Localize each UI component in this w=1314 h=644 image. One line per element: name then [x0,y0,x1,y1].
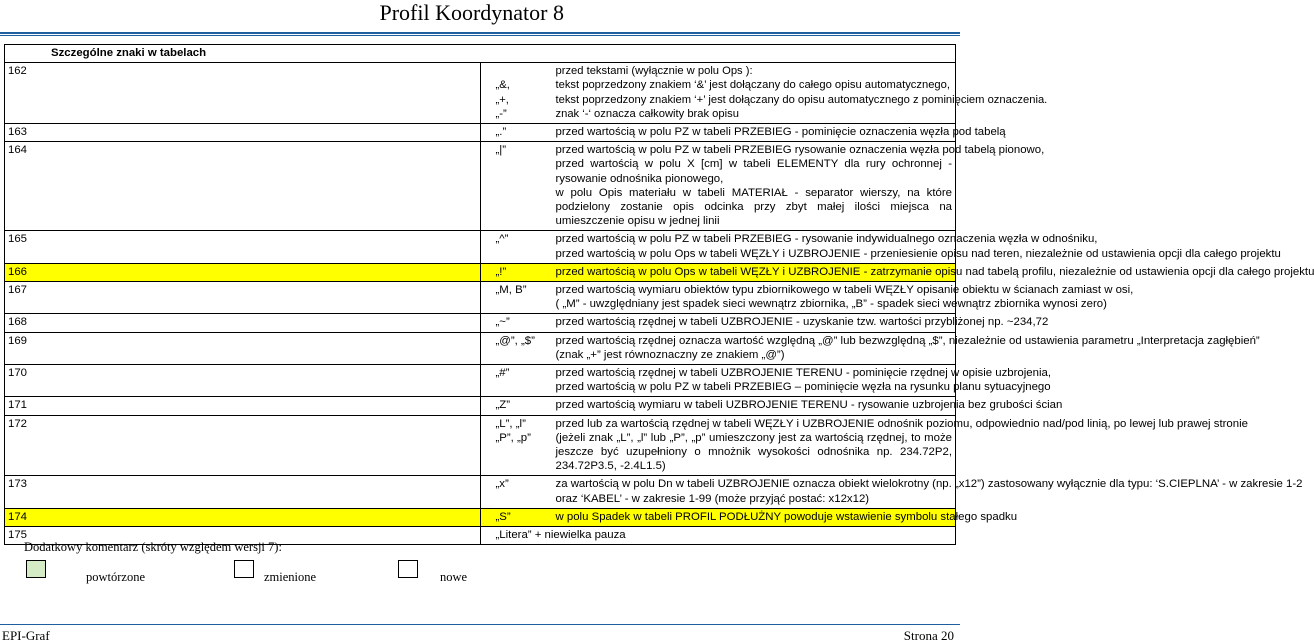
row-symbol: „.” [495,126,507,139]
row-symbol: „Z” [495,399,511,412]
row-text: przed wartością w polu X [cm] w tabeli ELEMENTY dla rury ochronnej - rysowanie odnośnika pionowego, [555,158,952,185]
table-row-highlighted [5,508,956,526]
table-row [5,476,956,508]
row-content [480,397,1063,415]
row-number: 162 [5,63,481,124]
row-symbol: „+, [495,93,509,106]
row-text: w polu Spadek w tabeli PROFIL PODŁUŻNY powoduje wstawienie symbolu stałego spadku [555,510,1018,523]
row-symbol: „-” [495,107,507,120]
table-row [5,332,956,364]
row-text: znak ‘-‘ oznacza całkowity brak opisu [555,107,739,120]
legend-swatch-new [398,560,418,578]
row-number: 164 [5,142,481,231]
row-content [480,508,1018,526]
row-text: przed wartością rzędnej w tabeli UZBROJENIE - uzyskanie tzw. wartości przybliżonej np. ~234,72 [555,316,1049,329]
row-symbol: „@”, „$” [495,334,535,347]
row-content [480,415,1248,476]
footer-company: EPI-Graf [2,628,50,643]
special-signs-table [4,44,1314,545]
footer-page-number: Strona 20 [903,628,954,643]
row-content [480,332,1260,364]
row-content [480,476,1303,508]
row-text: „Litera” + niewielka pauza [495,529,626,542]
row-number: 168 [5,314,481,332]
table-row [5,282,956,314]
row-text: tekst poprzedzony znakiem ‘+’ jest dołączany do opisu automatycznego z pominięciem oznaczenia. [555,93,1048,106]
row-symbol: „#” [495,367,510,380]
row-text: oraz ‘KABEL’ - w zakresie 1-99 (może przyjąć postać: x12x12) [555,492,870,505]
row-content [480,231,1281,263]
row-symbol: „x” [495,478,509,491]
table-row [5,63,956,124]
table-row [5,397,956,415]
table-row [5,365,956,397]
table-row [5,142,956,231]
row-text: (jeżeli znak „L”, „l” lub „P”, „p” umieszczony jest za wartością rzędnej, to może jeszcze być uzupełniony o mnożnik wysokości odnośnika np. 234.72P2, 234.72P3.5, -2.4L1.5) [555,431,952,473]
row-text: przed lub za wartością rzędnej w tabeli WĘZŁY i UZBROJENIE odnośnik poziomu, odpowiednio nad/pod linią, po lewej lub prawej stronie [555,417,1248,430]
footer-rule [0,624,960,625]
row-symbol: „|” [495,144,507,157]
page-title: Profil Koordynator 8 [379,0,564,25]
row-content [480,124,1006,142]
footnote: Dodatkowy komentarz (skróty względem wersji 7): [24,540,282,554]
row-number: 175 [5,527,481,545]
row-number: 171 [5,397,481,415]
row-number: 169 [5,332,481,364]
row-symbol: „P”, „p” [495,431,531,444]
row-text: ( „M” - uwzględniany jest spadek sieci wewnątrz zbiornika, „B” - spadek sieci wewnątrz zbiornika wynosi zero) [555,298,1107,311]
row-symbol: „L”, „l” [495,417,526,430]
row-content [480,142,1045,231]
row-number: 166 [5,263,481,281]
row-content [480,63,1048,124]
row-content [480,365,1051,397]
row-symbol: „M, B” [495,284,527,297]
legend-swatch-changed [234,560,254,578]
legend-label-changed: zmienione [264,570,317,584]
row-number: 163 [5,124,481,142]
row-symbol: „S” [495,510,511,523]
row-text: w polu Opis materiału w tabeli MATERIAŁ - separator wierszy, na które podzielony zostanie opis odcinka przy zbyt małej ilości miejsca na umieszczenie opisu w jednej linii [555,186,952,228]
row-text: przed tekstami (wyłącznie w polu Ops ): [555,65,753,78]
section-header-row [5,45,956,63]
row-text: przed wartością w polu PZ w tabeli PRZEBIEG - pominięcie oznaczenia węzła pod tabelą [555,126,1006,139]
row-text: przed wartością w polu PZ w tabeli PRZEBIEG - rysowanie indywidualnego oznaczenia węzła w odnośniku, [555,233,1098,246]
row-symbol: „~” [495,316,510,329]
row-content [480,282,1134,314]
row-number: 165 [5,231,481,263]
row-number: 174 [5,508,481,526]
table-row [5,314,956,332]
table-row [5,124,956,142]
row-symbol: „!” [495,265,507,278]
row-text: tekst poprzedzony znakiem ‘&’ jest dołączany do całego opisu automatycznego, [555,79,950,92]
row-text: przed wartością w polu PZ w tabeli PRZEBIEG – pominięcie węzła na rysunku planu sytuacyjnego [555,381,1051,394]
row-content [480,314,1049,332]
row-symbol: „&, [495,79,510,92]
legend-swatch-repeated [26,560,46,578]
row-content [480,527,956,545]
table-row-highlighted [5,263,956,281]
row-text: przed wartością wymiaru w tabeli UZBROJENIE TERENU - rysowanie uzbrojenia bez grubości ścian [555,399,1063,412]
row-text: (znak „+” jest równoznaczny ze znakiem „@”) [555,348,785,361]
table-row [5,415,956,476]
header-rule [0,32,960,34]
row-text: przed wartością rzędnej oznacza wartość względną „@” lub bezwzględną „$”, niezależnie od ustawienia parametru „Interpretacja zagłębień” [555,334,1260,347]
row-symbol: „^” [495,233,509,246]
table-row [5,231,956,263]
row-content [480,263,1314,281]
row-number: 170 [5,365,481,397]
row-text: przed wartością w polu Ops w tabeli WĘZŁY i UZBROJENIE - zatrzymanie opisu nad tabelą profilu, niezależnie od ustawienia opcji dla całego projektu [555,265,1314,278]
legend-label-repeated: powtórzone [86,570,146,584]
row-text: przed wartością rzędnej w tabeli UZBROJENIE TERENU - pominięcie rzędnej w opisie uzbrojenia, [555,367,1051,380]
row-text: przed wartością wymiaru obiektów typu zbiornikowego w tabeli WĘZŁY opisanie obiektu w ścianach zamiast w osi, [555,284,1134,297]
legend [24,560,584,584]
row-number: 167 [5,282,481,314]
header-rule-thin [0,35,960,36]
row-text: przed wartością w polu Ops w tabeli WĘZŁY i UZBROJENIE - przeniesienie opisu nad teren, niezależnie od ustawienia opcji dla całego projektu [555,247,1281,260]
section-title: Szczególne znaki w tabelach [5,45,956,63]
row-text: przed wartością w polu PZ w tabeli PRZEBIEG rysowanie oznaczenia węzła pod tabelą pionowo, [555,144,1045,157]
row-number: 173 [5,476,481,508]
row-number: 172 [5,415,481,476]
row-text: za wartością w polu Dn w tabeli UZBROJENIE oznacza obiekt wielokrotny (np. „x12”) zastosowany wyłącznie dla typu: ‘S.CIEPLNA’ - w zakresie 1-2 [555,478,1303,491]
legend-label-new: nowe [440,570,468,584]
